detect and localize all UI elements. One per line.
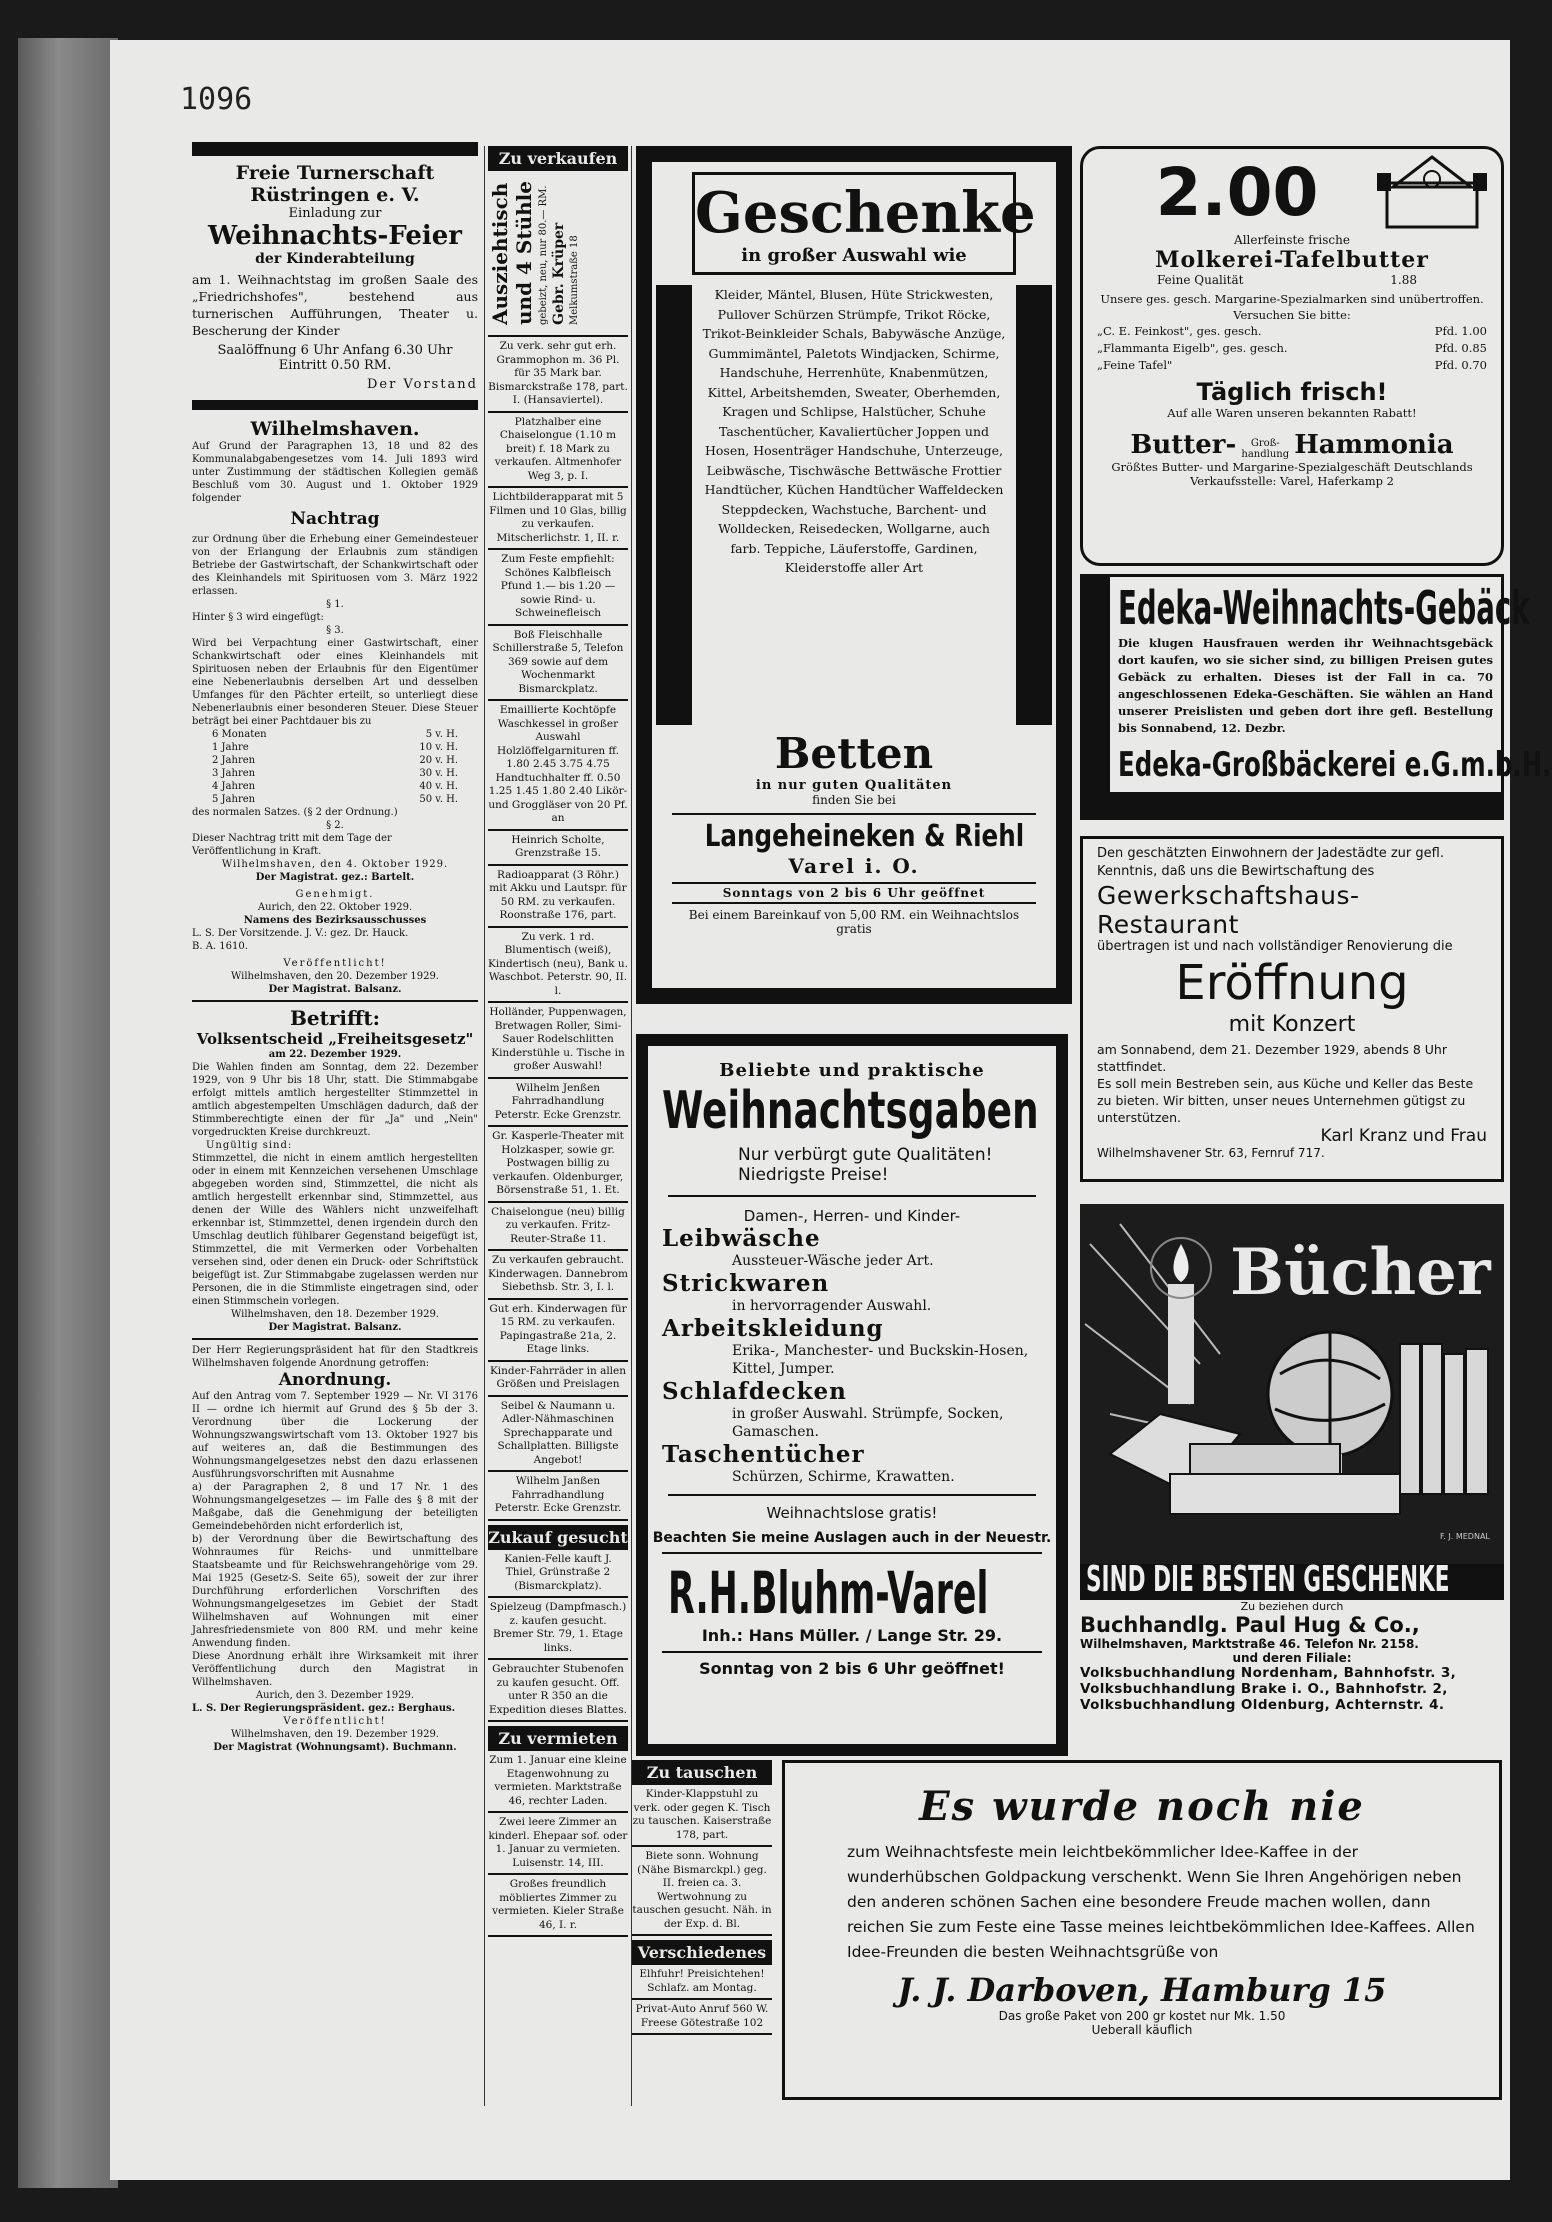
buecher-filialen: und deren Filiale: — [1232, 1651, 1352, 1665]
section-header-tauschen: Zu tauschen — [632, 1760, 772, 1785]
page-number: 1096 — [180, 82, 253, 117]
classified-ad: Seibel & Naumann u. Adler-Nähmaschinen Sprechapparate und Schallplatten. Billigste Angebot! — [488, 1397, 628, 1473]
anordnung-body: Auf den Antrag vom 7. September 1929 — Nr. VI 3176 II — ordne ich hiermit auf Grund des § 5b der 3. Verordnung über die Lockerung der Wohnungszwangswirtschaft vom 13. Oktober 1927 bis auf weiteres an, daß die Bestimmungen des Wohnungsmangelgesetzes nebst den dazu erlassenen Ausführungsvorschriften mit Ausnahme — [192, 1391, 478, 1480]
bezirk: Namens des Bezirksausschusses — [243, 915, 427, 926]
classified-ad: Emaillierte Kochtöpfe Waschkessel in großer Auswahl Holzlöffelgarnituren ff. 1.80 2.45 3.75 4.75 Handtuchhalter ff. 0.50 1.25 1.45 1.80 2.40 Likör- und Groggläser von 20 Pf. an — [488, 701, 628, 831]
classified-ad: Kinder-Klappstuhl zu verk. oder gegen K. Tisch zu tauschen. Kaiserstraße 178, part. — [632, 1785, 772, 1847]
wg-promise2: Niedrigste Preise! — [738, 1165, 889, 1185]
gewerk-renov: übertragen ist und nach vollständiger Renovierung die — [1097, 939, 1453, 954]
volks-body: Die Wahlen finden am Sonntag, dem 22. Dezember 1929, von 9 Uhr bis 18 Uhr, statt. Die Stimmabgabe erfolgt mittels amtlich hergestellter Stimmzettel in amtlich abgestempelten Umschlägen dadurch, daß der Stimmberechtigte einen der für „Ja" und „Nein" vorgedruckten Kreise durchkreuzt. — [192, 1062, 478, 1138]
wg-lead: Beliebte und praktische — [719, 1060, 985, 1081]
geschenke-title: Geschenke — [695, 180, 1036, 246]
butter-brands — [1097, 323, 1487, 374]
edeka-ad — [1080, 574, 1552, 820]
edeka-body: Die klugen Hausfrauen werden ihr Weihnachtsgebäck dort kaufen, wo sie sicher sind, zu billigen Preisen gutes Gebäck zu erhalten. Dieses ist der Fall in ca. 70 angeschlossenen Edeka-Geschäften. Sie wählen an Hand unserer Preislisten und geben dort ihre gefl. Bestellung bis Sonnabend, 12. Dezbr. — [1118, 636, 1493, 735]
classified-ad: Lichtbilderapparat mit 5 Filmen und 10 Glas, billig zu verkaufen. Mitscherlichstr. 1, II. r. — [488, 488, 628, 550]
geschenke-sunday: Sonntags von 2 bis 6 Uhr geöffnet — [672, 882, 1036, 904]
gewerk-body: Es soll mein Bestreben sein, aus Küche und Keller das Beste zu bieten. Wir bitten, unser neues Unternehmen gütigst zu unterstützen. — [1097, 1076, 1474, 1125]
brand-row: „C. E. Feinkost", ges. gesch. Pfd. 1.00 — [1097, 324, 1487, 338]
separator — [662, 1552, 1042, 1554]
left-bar — [656, 285, 692, 725]
classified-ad: Privat-Auto Anruf 560 W. Freese Götestraße 102 — [632, 2000, 772, 2035]
tax-row: 5 Jahren 50 v. H. — [212, 794, 458, 805]
ausz-addr: Melkumstraße 18 — [569, 235, 580, 325]
wilh-date: Wilhelmshaven, den 4. Oktober 1929. — [221, 859, 449, 870]
anordnung-intro: Der Herr Regierungspräsident hat für den Stadtkreis Wilhelmshaven folgende Anordnung getroffen: — [192, 1345, 478, 1369]
butter-firm-line — [1097, 430, 1487, 460]
classified-ad: Gebrauchter Stubenofen zu kaufen gesucht. Off. unter R 350 an die Expedition dieses Blattes. — [488, 1660, 628, 1722]
butter-quality: Feine Qualität — [1157, 273, 1244, 287]
geschenke-firm: Langeheineken & Riehl — [704, 819, 1025, 854]
tax-row: 1 Jahre 10 v. H. — [212, 742, 458, 753]
veroeff2-heading: Veröffentlicht! — [283, 1716, 387, 1727]
weihnachtsgaben-ad — [636, 1034, 1068, 1756]
darboven-title: Es wurde noch nie — [919, 1783, 1365, 1830]
wg-category-name: Taschentücher — [662, 1441, 865, 1468]
wilh-date2: Wilhelmshaven, den 18. Dezember 1929. — [231, 1309, 439, 1320]
classified-ad: Wilhelm Jenßen Fahrradhandlung Peterstr. Ecke Grenzstr. — [488, 1079, 628, 1128]
nachtrag-body: zur Ordnung über die Erhebung einer Gemeindesteuer von der Erlangung der Erlaubnis zum ständigen Betriebe der Gastwirtschaft, der Schankwirtschaft oder des Kleinhandels mit Spirituosen vom 3. März 1922 erlassen. — [192, 534, 478, 597]
zukauf-list — [488, 1550, 628, 1723]
turner-entry: Eintritt 0.50 RM. — [278, 358, 392, 373]
divider-rule — [192, 400, 478, 410]
wilh-intro: Auf Grund der Paragraphen 13, 18 und 82 des Kommunalabgabengesetzes vom 14. Juli 1893 wird unter Zustimmung der städtischen Kollegien gemäß Beschluß vom 30. August und 1. Oktober 1929 folgender — [192, 441, 478, 504]
gewerk-opening: Eröffnung — [1175, 955, 1409, 1011]
wg-category-desc: Aussteuer-Wäsche jeder Art. — [732, 1253, 934, 1269]
section-header-vermieten: Zu vermieten — [488, 1726, 628, 1751]
classified-ad: Boß Fleischhalle Schillerstraße 5, Telefon 369 sowie auf dem Wochenmarkt Bismarckplatz. — [488, 626, 628, 702]
column-tauschen — [630, 1760, 774, 2090]
par2-heading: § 2. — [326, 820, 344, 831]
regpraes-sign: L. S. Der Regierungspräsident. gez.: Berghaus. — [192, 1703, 456, 1714]
separator — [192, 1000, 478, 1002]
wg-category-desc: Erika-, Manchester- und Buckskin-Hosen, Kittel, Jumper. — [732, 1343, 1029, 1377]
betrifft-heading: Betrifft: — [289, 1006, 381, 1030]
wilhelmshaven-heading: Wilhelmshaven. — [250, 418, 420, 440]
magistrat-sign: Der Magistrat. Balsanz. — [268, 984, 402, 995]
turner-body: am 1. Weihnachtstag im großen Saale des „Friedrichshofes", bestehend aus turnerischen Aufführungen, Theater u. Bescherung der Kinder — [192, 272, 478, 338]
buecher-branch: Volksbuchhandlung Nordenham, Bahnhofstr. 3, — [1080, 1665, 1457, 1681]
betten-sub: in nur guten Qualitäten — [755, 778, 953, 793]
darboven-body: zum Weihnachtsfeste mein leichtbekömmlicher Idee-Kaffee in der wunderhübschen Goldpackung verschenkt. Wenn Sie Ihren Angehörigen neben den anderen schönen Sachen eine besondere Freude machen wollen, dann reichen Sie zum Feste eine Tasse meines leichtbekömmlichen Idee-Kaffees. Allen Idee-Freunden die besten Weihnachtsgrüße von — [847, 1843, 1475, 1961]
buecher-firm: Buchhandlg. Paul Hug & Co., — [1080, 1613, 1420, 1637]
wg-category-name: Leibwäsche — [662, 1225, 821, 1252]
wg-category-desc: in großer Auswahl. Strümpfe, Socken, Gamaschen. — [732, 1406, 1004, 1440]
ausz-title: Ausziehtisch und 4 Stühle — [488, 181, 536, 325]
turnerschaft-ad — [192, 156, 478, 392]
wg-auslagen: Beachten Sie meine Auslagen auch in der Neuestr. — [652, 1530, 1052, 1546]
darboven-kaeuflich: Ueberall käuflich — [1091, 2023, 1193, 2037]
classified-ad: Zu verk. sehr gut erh. Grammophon m. 36 Pl. für 35 Mark bar. Bismarckstraße 178, part. I. (Hansaviertel). — [488, 337, 628, 413]
gewerk-sign: Karl Kranz und Frau — [1320, 1126, 1487, 1146]
veroeff-date: Wilhelmshaven, den 20. Dezember 1929. — [231, 971, 439, 982]
ausz-firm: Gebr. Krüper — [551, 222, 567, 325]
ba-number: B. A. 1610. — [192, 941, 248, 952]
classified-ad: Zu verk. 1 rd. Blumentisch (weiß), Kindertisch (neu), Bank u. Waschbot. Peterstr. 90, II. l. — [488, 928, 628, 1004]
tax-row: 4 Jahren 40 v. H. — [212, 781, 458, 792]
gewerk-addr: Wilhelmshavener Str. 63, Fernruf 717. — [1097, 1146, 1325, 1160]
butter-rabatt: Auf alle Waren unseren bekannten Rabatt! — [1167, 406, 1417, 420]
gewerk-date: am Sonnabend, dem 21. Dezember 1929, abends 8 Uhr stattfindet. — [1097, 1042, 1447, 1074]
turner-title: Freie Turnerschaft — [235, 162, 435, 184]
gewerk-intro: Den geschätzten Einwohnern der Jadestädte zur gefl. Kenntnis, daß uns die Bewirtschaftung des — [1097, 846, 1444, 879]
classified-ad: Radioapparat (3 Röhr.) mit Akku und Lautspr. für 50 RM. zu verkaufen. Roonstraße 176, part. — [488, 866, 628, 928]
column-classifieds — [484, 146, 632, 2106]
par3-heading: § 3. — [326, 625, 344, 636]
wg-lose: Weihnachtslose gratis! — [766, 1504, 938, 1522]
magistrat-sign: Der Magistrat. Balsanz. — [268, 1322, 402, 1333]
magistrat-sign: Der Magistrat. gez.: Bartelt. — [255, 872, 415, 883]
separator — [668, 1494, 1036, 1496]
wg-cat-intro: Damen-, Herren- und Kinder- — [743, 1207, 961, 1225]
butter-gross-box: Groß- handlung — [1241, 437, 1290, 460]
butter-verkauf: Verkaufsstelle: Varel, Haferkamp 2 — [1190, 474, 1394, 488]
butter-firm2: Hammonia — [1294, 430, 1454, 460]
vermieten-list — [488, 1751, 628, 1937]
tax-footer: des normalen Satzes. (§ 2 der Ordnung.) — [192, 807, 398, 818]
separator — [192, 1338, 478, 1340]
geschenke-city: Varel i. O. — [788, 854, 920, 878]
classified-ad: Zu verkaufen gebraucht. Kinderwagen. Dannebrom Siebethsb. Str. 3, I. l. — [488, 1251, 628, 1300]
buecher-title: Bücher — [1230, 1235, 1491, 1310]
wg-categories — [648, 1225, 1056, 1486]
buecher-branch: Volksbuchhandlung Brake i. O., Bahnhofstr. 2, — [1080, 1681, 1448, 1697]
ungueltig-heading: Ungültig sind: — [206, 1140, 293, 1151]
buecher-slogan: SIND DIE BESTEN GESCHENKE — [1086, 1559, 1450, 1600]
brand-row: „Flammanta Eigelb", ges. gesch. Pfd. 0.85 — [1097, 341, 1487, 355]
veroeff-heading: Veröffentlicht! — [283, 958, 387, 969]
butter-fresh: Täglich frisch! — [1196, 378, 1388, 406]
butter-header — [1097, 153, 1487, 233]
vorsitzende: L. S. Der Vorsitzende. J. V.: gez. Dr. Hauck. — [192, 928, 409, 939]
darboven-ad — [782, 1760, 1502, 2100]
anordnung-a: a) der Paragraphen 2, 8 und 17 Nr. 1 des Wohnungsmangelgesetzes — im Falle des § 8 mit der Maßgabe, daß die Genehmigung der beteiligten Gemeindebehörden nicht erforderlich ist, — [192, 1482, 478, 1532]
darboven-firm: J. J. Darboven, Hamburg 15 — [897, 1971, 1387, 2009]
turner-sign: Der Vorstand — [366, 377, 478, 392]
butter-title: Molkerei-Tafelbutter — [1155, 247, 1429, 273]
turner-times: Saalöffnung 6 Uhr Anfang 6.30 Uhr — [217, 343, 453, 358]
classified-ad: Spielzeug (Dampfmasch.) z. kaufen gesucht. Bremer Str. 79, 1. Etage links. — [488, 1598, 628, 1660]
brand-row: „Feine Tafel" Pfd. 0.70 — [1097, 358, 1487, 372]
betten-sub2: finden Sie bei — [812, 793, 896, 807]
classified-ad: Wilhelm Janßen Fahrradhandlung Peterstr. Ecke Grenzstr. — [488, 1472, 628, 1521]
nachtrag-heading: Nachtrag — [290, 509, 380, 529]
geschenke-firm-box — [672, 813, 1036, 936]
classified-ad: Kinder-Fahrräder in allen Größen und Preislagen — [488, 1362, 628, 1397]
magistrat-sign: Der Magistrat (Wohnungsamt). Buchmann. — [213, 1742, 457, 1753]
section-header-verschiedenes: Verschiedenes — [632, 1940, 772, 1965]
geschenke-items: Kleider, Mäntel, Blusen, Hüte Strickwesten, Pullover Schürzen Strümpfe, Trikot Röcke, Trikot-Beinkleider Schals, Babywäsche Anzüge, Gummimäntel, Paletots Windjacken, Schirme, Handschuhe, Herrenhüte, Knabenmützen, Kittel, Arbeitshemden, Sweater, Oberhemden, Kragen und Schlipse, Halstücher, Schuhe Taschentücher, Kavaliertücher Joppen und Hosen, Hosenträger Handschuhe, Unterzeuge, Leibwäsche, Tischwäsche Bettwäsche Frottier Handtücher, Küchen Handtücher Waffeldecken Steppdecken, Wachstuche, Barchent- und Wolldecken, Reisedecken, Wollgarne, auch farb. Teppiche, Läuferstoffe, Gardinen, Kleiderstoffe aller Art — [702, 287, 1006, 575]
geschenke-ad — [636, 146, 1072, 1004]
wg-category-desc: in hervorragender Auswahl. — [732, 1298, 932, 1314]
classified-ad: Heinrich Scholte, Grenzstraße 15. — [488, 831, 628, 866]
hammonia-logo-icon — [1377, 153, 1487, 233]
betten-title: Betten — [774, 729, 934, 778]
classified-ad: Holländer, Puppenwagen, Bretwagen Roller, Simi-Sauer Rodelschlitten Kinderstühle u. Tische in großer Auswahl! — [488, 1003, 628, 1079]
wg-sunday: Sonntag von 2 bis 6 Uhr geöffnet! — [662, 1651, 1042, 1678]
section-header-kaufen: Zu verkaufen — [488, 146, 628, 171]
butter-price: 2.00 — [1155, 154, 1319, 231]
separator — [668, 1195, 1036, 1197]
geschenke-subtitle: in großer Auswahl wie — [741, 245, 967, 266]
classified-ad: Gut erh. Kinderwagen für 15 RM. zu verkaufen. Papingastraße 21a, 2. Etage links. — [488, 1300, 628, 1362]
turner-invite: Einladung zur — [288, 206, 382, 221]
butter-fine: Allerfeinste frische — [1234, 233, 1350, 247]
classified-ad: Platzhalber eine Chaiselongue (1.10 m breit) f. 18 Mark zu verkaufen. Altmenhofer Weg 3, p. I. — [488, 413, 628, 489]
classified-ad: Elhfuhr! Preisichtehen! Schlafz. am Montag. — [632, 1965, 772, 2000]
wg-category-name: Arbeitskleidung — [662, 1315, 884, 1342]
ungueltig-body: Stimmzettel, die nicht in einem amtlich hergestellten oder in einem mit Kennzeichen versehenen Umschlage abgegeben worden sind, Stimmzettel, die nicht als amtlich hergestellt erkennbar sind, Stimmzettel, aus denen der Wille des Wählers nicht unzweifelhaft erkennbar ist, Stimmzettel, denen irgendein durch den Umschlag deutlich fühlbarer Gegenstand beigefügt ist, Stimmzettel, die mit Vermerken oder Vorbehalten versehen sind, oder denen ein Druck- oder Schriftstück beigefügt ist. Zur Stimmabgabe zugelassen werden nur Personen, die in die Stimmliste eingetragen sind, oder einen Stimmschein vorlegen. — [192, 1153, 478, 1307]
buecher-bezug: Zu beziehen durch — [1240, 1600, 1344, 1613]
classified-ad: Kanien-Felle kauft J. Thiel, Grünstraße 2 (Bismarckplatz). — [488, 1550, 628, 1599]
buecher-ad — [1080, 1204, 1504, 1600]
edeka-firm: Edeka-Großbäckerei e.G.m.b.H. — [1118, 745, 1552, 785]
wg-category-desc: Schürzen, Schirme, Krawatten. — [732, 1469, 955, 1485]
aurich-date2: Aurich, den 3. Dezember 1929. — [255, 1690, 415, 1701]
geschenke-header — [692, 172, 1036, 275]
par2-text: Dieser Nachtrag tritt mit dem Tage der Veröffentlichung in Kraft. — [192, 833, 392, 857]
column-notices — [192, 142, 478, 2102]
classified-ad: Zum 1. Januar eine kleine Etagenwohnung zu vermieten. Marktstraße 46, rechter Laden. — [488, 1751, 628, 1813]
wg-promise — [648, 1145, 1056, 1185]
classified-list — [488, 337, 628, 1521]
classified-ad: Zwei leere Zimmer an kinderl. Ehepaar sof. oder 1. Januar zu vermieten. Luisenstr. 14, III. — [488, 1813, 628, 1875]
tax-row: 2 Jahren 20 v. H. — [212, 755, 458, 766]
anordnung-c: Diese Anordnung erhält ihre Wirksamkeit mit ihrer Veröffentlichung durch den Magistrat in Wilhelmshaven. — [192, 1651, 478, 1688]
tax-row: 6 Monaten 5 v. H. — [212, 729, 458, 740]
wg-promise1: Nur verbürgt gute Qualitäten! — [738, 1145, 993, 1165]
right-bar — [1016, 285, 1052, 725]
par3-text: Wird bei Verpachtung einer Gastwirtschaft, einer Schankwirtschaft oder eines Kleinhandels mit Spirituosen neben der Erlaubnis für den Eigentümer eine Nebenerlaubnis derselben Art und desselben Umfanges für den Pächter erteilt, so unterliegt diese Nebenerlaubnis einer besonderen Steuer. Diese Steuer beträgt bei einer Pachtdauer bis zu — [192, 638, 478, 727]
buecher-firm-addr: Wilhelmshaven, Marktstraße 46. Telefon Nr. 2158. — [1080, 1637, 1419, 1651]
top-rule — [192, 142, 478, 156]
anordnung-b: b) der Verordnung über die Bewirtschaftung des Wohnraumes für Reichs- und unmittelbare Staatsbeamte und für Reichswehrangehörige vom 29. Mai 1925 (Gesetz-S. Seite 65), soweit der zur ihrer Durchführung erforderlichen Vorschriften des Wohnungsmangelgesetzes im Gebiet der Stadt Wilhelmshaven auf Wohnungen mit einer Jahresfriedensmiete von 800 RM. und mehr keine Anwendung finden. — [192, 1534, 478, 1649]
tax-row: 3 Jahren 30 v. H. — [212, 768, 458, 779]
turner-event: Weihnachts-Feier — [207, 221, 463, 251]
butter-tag: Größtes Butter- und Margarine-Spezialgeschäft Deutschlands — [1111, 460, 1473, 474]
darboven-paket: Das große Paket von 200 gr kostet nur Mk. 1.50 — [998, 2009, 1286, 2023]
gewerk-konzert: mit Konzert — [1228, 1012, 1356, 1037]
edeka-bottom-bar — [1080, 792, 1504, 818]
edeka-title: Edeka-Weihnachts-Gebäck — [1118, 581, 1530, 635]
butter-firm1: Butter- — [1130, 430, 1237, 460]
buecher-branch: Volksbuchhandlung Oldenburg, Achternstr. 4. — [1080, 1697, 1445, 1713]
buecher-info — [1080, 1600, 1504, 1730]
volksentscheid-heading: Volksentscheid „Freiheitsgesetz" — [196, 1030, 474, 1048]
wg-category-name: Schlafdecken — [662, 1378, 847, 1405]
butter-margarine: Unsere ges. gesch. Margarine-Spezialmarken sind unübertroffen. Versuchen Sie bitte: — [1100, 292, 1484, 322]
genehmigt: Genehmigt. — [295, 889, 375, 900]
volks-date: am 22. Dezember 1929. — [268, 1049, 402, 1060]
gewerkschaft-ad — [1080, 836, 1504, 1182]
turner-title2: Rüstringen e. V. — [250, 184, 420, 206]
turner-sub: der Kinderabteilung — [255, 251, 415, 267]
ausz-small: gebeizt, neu, nur 80.— RM. — [538, 185, 549, 325]
wg-firm: R.H.Bluhm-Varel — [668, 1559, 989, 1627]
book-spine — [18, 38, 118, 2188]
tax-table — [192, 728, 478, 806]
wg-category-name: Strickwaren — [662, 1270, 830, 1297]
ausziehtisch-ad — [488, 175, 628, 337]
butter-quality-row — [1097, 273, 1487, 287]
geschenke-body — [652, 285, 1056, 725]
classified-ad: Chaiselongue (neu) billig zu verkaufen. Fritz-Reuter-Straße 11. — [488, 1203, 628, 1252]
par1-text: Hinter § 3 wird eingefügt: — [192, 612, 324, 623]
classified-ad: Gr. Kasperle-Theater mit Holzkasper, sowie gr. Postwagen billig zu verkaufen. Oldenburger, Börsenstraße 51, 1. Et. — [488, 1127, 628, 1203]
wg-owner: Inh.: Hans Müller. / Lange Str. 29. — [701, 1626, 1003, 1645]
section-header-zukauf: Zukauf gesucht — [488, 1525, 628, 1550]
wg-title: Weihnachtsgaben — [662, 1081, 1039, 1141]
buecher-artist: F. J. MEDNAL — [1440, 1532, 1490, 1541]
butter-ad — [1080, 146, 1504, 566]
verschiedenes-list — [632, 1965, 772, 2035]
books-illustration-icon — [1080, 1204, 1504, 1564]
classified-ad: Zum Feste empfiehlt: Schönes Kalbfleisch Pfund 1.— bis 1.20 — sowie Rind- u. Schweinefleisch — [488, 550, 628, 626]
veroeff2-date: Wilhelmshaven, den 19. Dezember 1929. — [231, 1729, 439, 1740]
classified-ad: Großes freundlich möbliertes Zimmer zu vermieten. Kieler Straße 46, I. r. — [488, 1875, 628, 1937]
geschenke-bonus: Bei einem Bareinkauf von 5,00 RM. ein Weihnachtslos gratis — [688, 908, 1020, 936]
butter-quality-price: 1.88 — [1390, 273, 1417, 287]
anordnung-heading: Anordnung. — [278, 1370, 392, 1390]
par1-heading: § 1. — [326, 599, 344, 610]
gewerk-name: Gewerkschaftshaus-Restaurant — [1097, 881, 1360, 939]
tauschen-list — [632, 1785, 772, 1936]
aurich-date: Aurich, den 22. Oktober 1929. — [257, 902, 413, 913]
classified-ad: Biete sonn. Wohnung (Nähe Bismarckpl.) geg. II. freien ca. 3. Wertwohnung zu tauschen gesucht. Näh. in der Exp. d. Bl. — [632, 1847, 772, 1936]
